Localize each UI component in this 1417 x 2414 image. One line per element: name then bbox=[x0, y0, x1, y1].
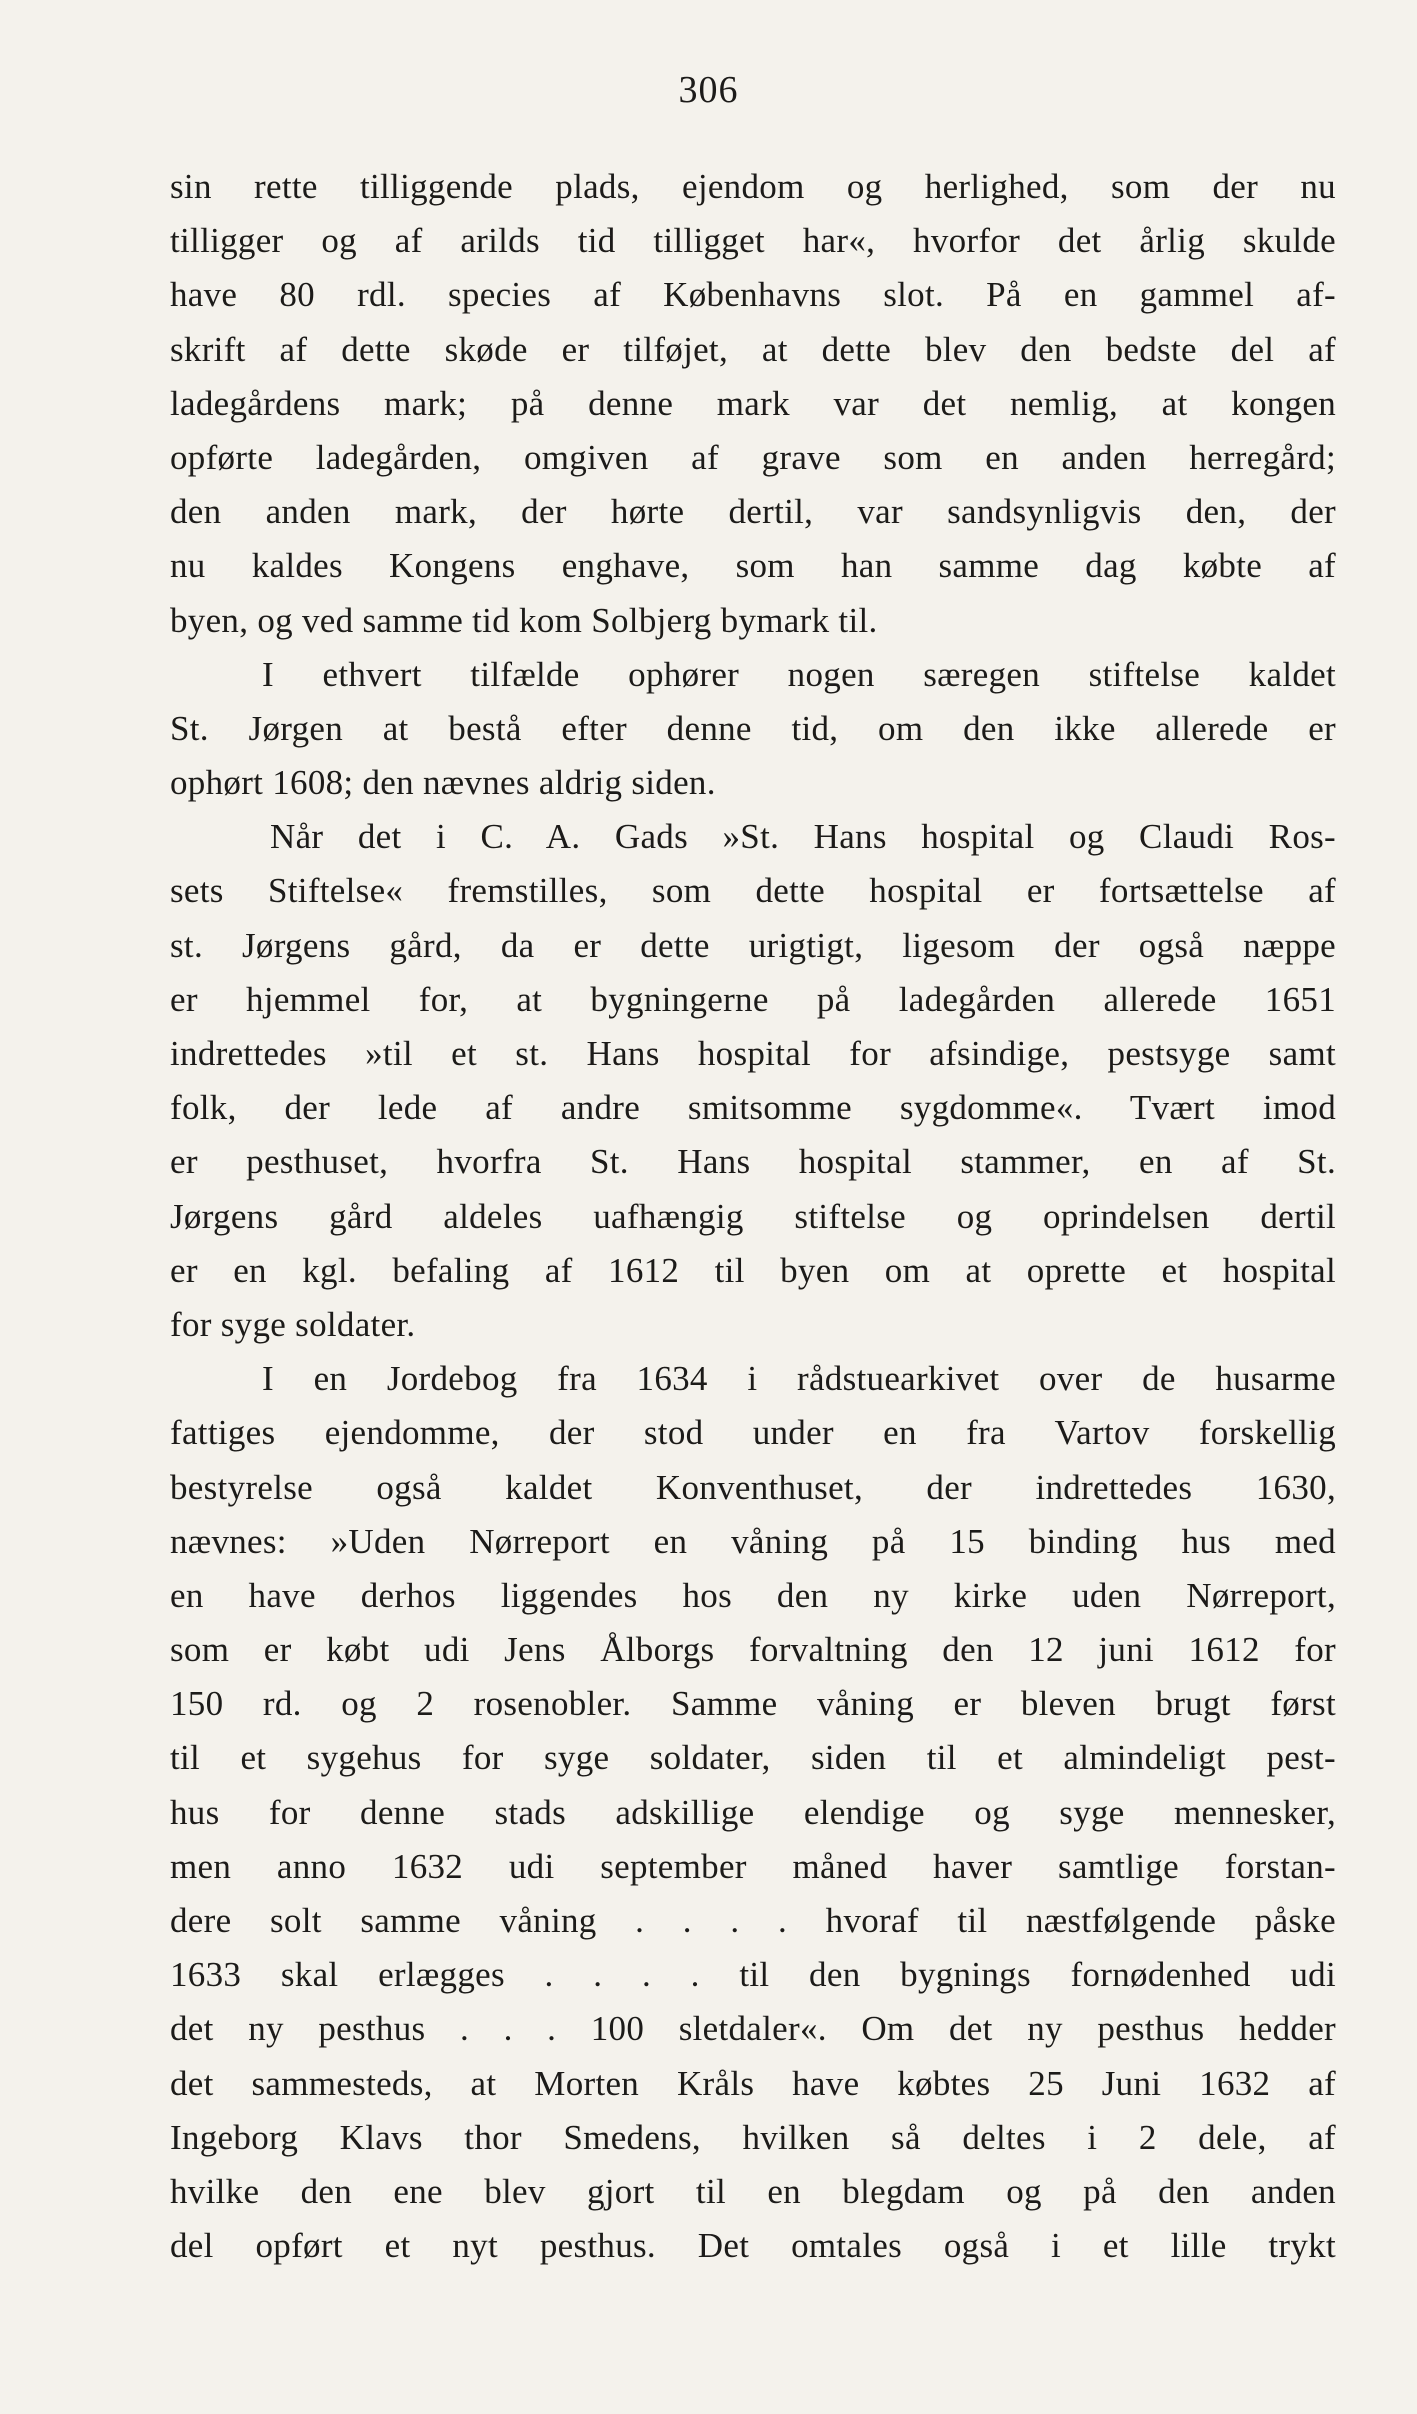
text-line: opførte ladegården, omgiven af grave som en anden herregård; bbox=[170, 437, 1336, 477]
text-line: Når det i C. A. Gads »St. Hans hospital og Claudi Ros- bbox=[270, 817, 1336, 857]
text-line: en have derhos liggendes hos den ny kirke uden Nørreport, bbox=[170, 1575, 1336, 1615]
text-line: den anden mark, der hørte dertil, var sandsynligvis den, der bbox=[170, 492, 1336, 532]
text-line: 150 rd. og 2 rosenobler. Samme våning er bleven brugt først bbox=[170, 1684, 1336, 1724]
text-line: sets Stiftelse« fremstilles, som dette hospital er fortsættelse af bbox=[170, 871, 1336, 911]
page-number: 306 bbox=[678, 69, 739, 111]
text-line: st. Jørgens gård, da er dette urigtigt, ligesom der også næppe bbox=[170, 925, 1336, 965]
text-line: skrift af dette skøde er tilføjet, at dette blev den bedste del af bbox=[170, 329, 1336, 369]
text-line: men anno 1632 udi september måned haver samtlige forstan- bbox=[170, 1846, 1336, 1886]
text-line: ophørt 1608; den nævnes aldrig siden. bbox=[170, 763, 716, 803]
text-line: er hjemmel for, at bygningerne på ladegården allerede 1651 bbox=[170, 979, 1336, 1019]
text-line: tilligger og af arilds tid tilligget har«, hvorfor det årlig skulde bbox=[170, 221, 1336, 261]
text-line: St. Jørgen at bestå efter denne tid, om den ikke allerede er bbox=[170, 708, 1336, 748]
text-line: nævnes: »Uden Nørreport en våning på 15 binding hus med bbox=[170, 1521, 1336, 1561]
text-line: det sammesteds, at Morten Kråls have købtes 25 Juni 1632 af bbox=[170, 2063, 1336, 2103]
text-line: Jørgens gård aldeles uafhængig stiftelse og oprindelsen dertil bbox=[170, 1196, 1336, 1236]
text-line: fattiges ejendomme, der stod under en fra Vartov forskellig bbox=[170, 1413, 1336, 1453]
text-line: I ethvert tilfælde ophører nogen særegen stiftelse kaldet bbox=[262, 654, 1336, 694]
text-line: dere solt samme våning . . . . hvoraf til næstfølgende påske bbox=[170, 1901, 1336, 1940]
text-line: er en kgl. befaling af 1612 til byen om at oprette et hospital bbox=[170, 1250, 1336, 1290]
text-line: bestyrelse også kaldet Konventhuset, der indrettedes 1630, bbox=[170, 1467, 1336, 1507]
text-line: folk, der lede af andre smitsomme sygdomme«. Tvært imod bbox=[170, 1088, 1336, 1128]
body-text bbox=[170, 160, 1336, 2273]
text-line: til et sygehus for syge soldater, siden til et almindeligt pest- bbox=[170, 1738, 1336, 1778]
text-line: sin rette tilliggende plads, ejendom og herlighed, som der nu bbox=[170, 167, 1336, 206]
text-line: hus for denne stads adskillige elendige og syge mennesker, bbox=[170, 1792, 1336, 1832]
text-line: ladegårdens mark; på denne mark var det nemlig, at kongen bbox=[170, 383, 1336, 423]
text-line: for syge soldater. bbox=[170, 1304, 416, 1344]
text-line: nu kaldes Kongens enghave, som han samme dag købte af bbox=[170, 546, 1336, 586]
text-line: del opført et nyt pesthus. Det omtales også i et lille trykt bbox=[170, 2226, 1336, 2266]
text-line: er pesthuset, hvorfra St. Hans hospital stammer, en af St. bbox=[170, 1142, 1336, 1182]
text-line: byen, og ved samme tid kom Solbjerg bymark til. bbox=[170, 600, 878, 640]
text-line: hvilke den ene blev gjort til en blegdam og på den anden bbox=[170, 2171, 1336, 2211]
text-line: have 80 rdl. species af Københavns slot. På en gammel af- bbox=[170, 275, 1336, 315]
text-line: 1633 skal erlægges . . . . til den bygnings fornødenhed udi bbox=[170, 1955, 1336, 1995]
text-line: I en Jordebog fra 1634 i rådstuearkivet over de husarme bbox=[262, 1359, 1336, 1399]
text-line: indrettedes »til et st. Hans hospital for afsindige, pestsyge samt bbox=[170, 1034, 1336, 1073]
text-line: som er købt udi Jens Ålborgs forvaltning den 12 juni 1612 for bbox=[170, 1630, 1336, 1670]
text-line: Ingeborg Klavs thor Smedens, hvilken så deltes i 2 dele, af bbox=[170, 2117, 1336, 2157]
text-line: det ny pesthus . . . 100 sletdaler«. Om det ny pesthus hedder bbox=[170, 2009, 1336, 2049]
